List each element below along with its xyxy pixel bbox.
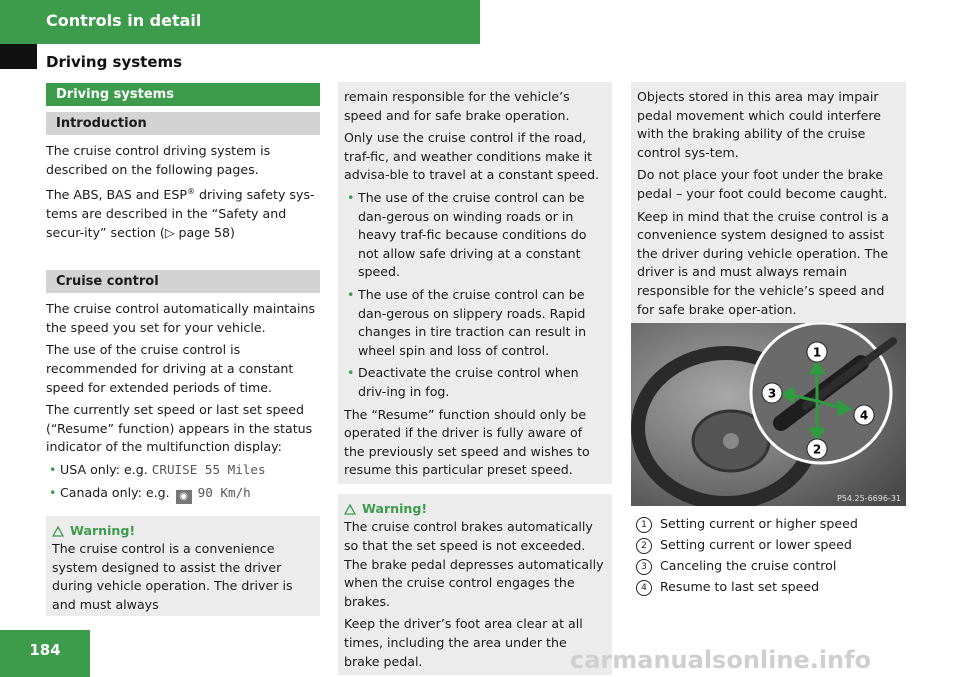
warning-text: The cruise control is a convenience system designed to assist the driver during vehicle operation. The driver is and must always: [52, 541, 293, 612]
svg-text:3: 3: [767, 386, 777, 401]
page-number: 184: [0, 630, 90, 677]
list-item: • Deactivate the cruise control when driv-ing in fog.: [344, 364, 606, 401]
continued-warning-box: [631, 82, 906, 323]
list-item: • The use of the cruise control can be dan-gerous on slippery roads. Rapid changes in tire traction can result in wheel spin and loss of control.: [344, 286, 606, 360]
photo-code: P54.25-6696-31: [836, 494, 901, 503]
cc-paragraph-2: The use of the cruise control is recommended for driving at a constant speed for extended periods of time.: [46, 342, 294, 395]
warning-heading: Warning!: [344, 500, 606, 519]
header-marker: [0, 44, 37, 69]
section-title: Controls in detail: [46, 11, 202, 30]
cc-paragraph-1: The cruise control automatically maintains the speed you set for your vehicle.: [46, 301, 316, 335]
list-item: • The use of the cruise control can be dan-gerous on winding roads or in heavy traf-fic because conditions do not allow safe driving at a constant speed.: [344, 189, 606, 282]
page-ref-arrow-icon: ▷: [164, 224, 175, 240]
column-2: [338, 82, 612, 675]
warning-triangle-icon: [344, 504, 356, 515]
intro-text-b: driving safety sys-tems are described in the “Safety and secur-ity” section (: [46, 187, 315, 240]
c3-paragraph-2: Do not place your foot under the brake pedal – your foot could become caught.: [637, 167, 888, 201]
cc-paragraph-3: The currently set speed or last set speed (“Resume” function) appears in the status indicator of the multifunction display:: [46, 402, 313, 455]
intro-paragraph-2: [46, 183, 320, 242]
c2-paragraph-3: The “Resume” function should only be operated if the driver is fully aware of the previously set speed and wishes to resume this particular preset speed.: [344, 406, 590, 478]
column-3: [631, 82, 906, 323]
warning-box-1: [46, 516, 320, 617]
intro-text-a: The ABS, BAS and ESP: [46, 187, 187, 203]
c3-paragraph-1: Objects stored in this area may impair pedal movement which could interfere with the braking ability of the cruise control sys-tem.: [637, 89, 882, 160]
callout-2: [807, 439, 827, 459]
callout-1: [807, 342, 827, 362]
callout-3: [762, 383, 782, 403]
column-1: [46, 83, 320, 616]
c2-bullets: [344, 189, 606, 402]
watermark: carmanualsonline.info: [570, 646, 872, 674]
callout-4: [854, 405, 874, 425]
legend-item: 4 Resume to last set speed: [636, 576, 858, 597]
list-item: • USA only: e.g. CRUISE 55 Miles: [46, 461, 320, 480]
legend-item: 2 Setting current or lower speed: [636, 534, 858, 555]
page-title: Driving systems: [46, 53, 183, 71]
svg-text:4: 4: [859, 408, 869, 423]
canada-display-value: 90 Km/h: [197, 484, 251, 500]
legend-item: 1 Setting current or higher speed: [636, 513, 858, 534]
svg-text:2: 2: [812, 442, 822, 457]
warning-heading: Warning!: [52, 522, 314, 541]
c2-paragraph-1: remain responsible for the vehicle’s speed and for safe brake operation.: [344, 89, 570, 123]
continued-box: [338, 82, 612, 484]
c3-paragraph-3: Keep in mind that the cruise control is a convenience system designed to assist the driver during vehicle operation. The driver is and must always remain responsible for the vehicle’s speed and for safe brake oper-ation.: [637, 208, 889, 317]
svg-text:1: 1: [812, 345, 822, 360]
warning-triangle-icon: [52, 526, 64, 537]
cruise-control-lever-photo: [631, 323, 906, 506]
registered-mark: ®: [186, 187, 195, 197]
list-item: • Canada only: e.g. ◉ 90 Km/h: [46, 484, 320, 504]
legend: [636, 513, 858, 597]
bar-driving-systems: Driving systems: [46, 83, 320, 106]
intro-paragraph-1: The cruise control driving system is described on the following pages.: [46, 143, 271, 177]
usa-display-value: CRUISE 55 Miles: [151, 461, 266, 477]
warning-text: The cruise control brakes automatically so that the set speed is not exceeded. The brake pedal depresses automatically when the cruise control engages the brakes.: [344, 519, 604, 609]
display-examples: [46, 461, 320, 504]
page-ref-link[interactable]: page 58): [174, 224, 235, 240]
c2-paragraph-2: Only use the cruise control if the road, traf-fic, and weather conditions make it advisa-ble to travel at a constant speed.: [344, 130, 600, 183]
warning-text: Keep the driver’s foot area clear at all times, including the area under the brake pedal.: [344, 616, 583, 669]
speedometer-icon: ◉: [176, 490, 192, 504]
legend-item: 3 Canceling the cruise control: [636, 555, 858, 576]
bar-introduction: Introduction: [46, 112, 320, 135]
bar-cruise-control: Cruise control: [46, 270, 320, 293]
